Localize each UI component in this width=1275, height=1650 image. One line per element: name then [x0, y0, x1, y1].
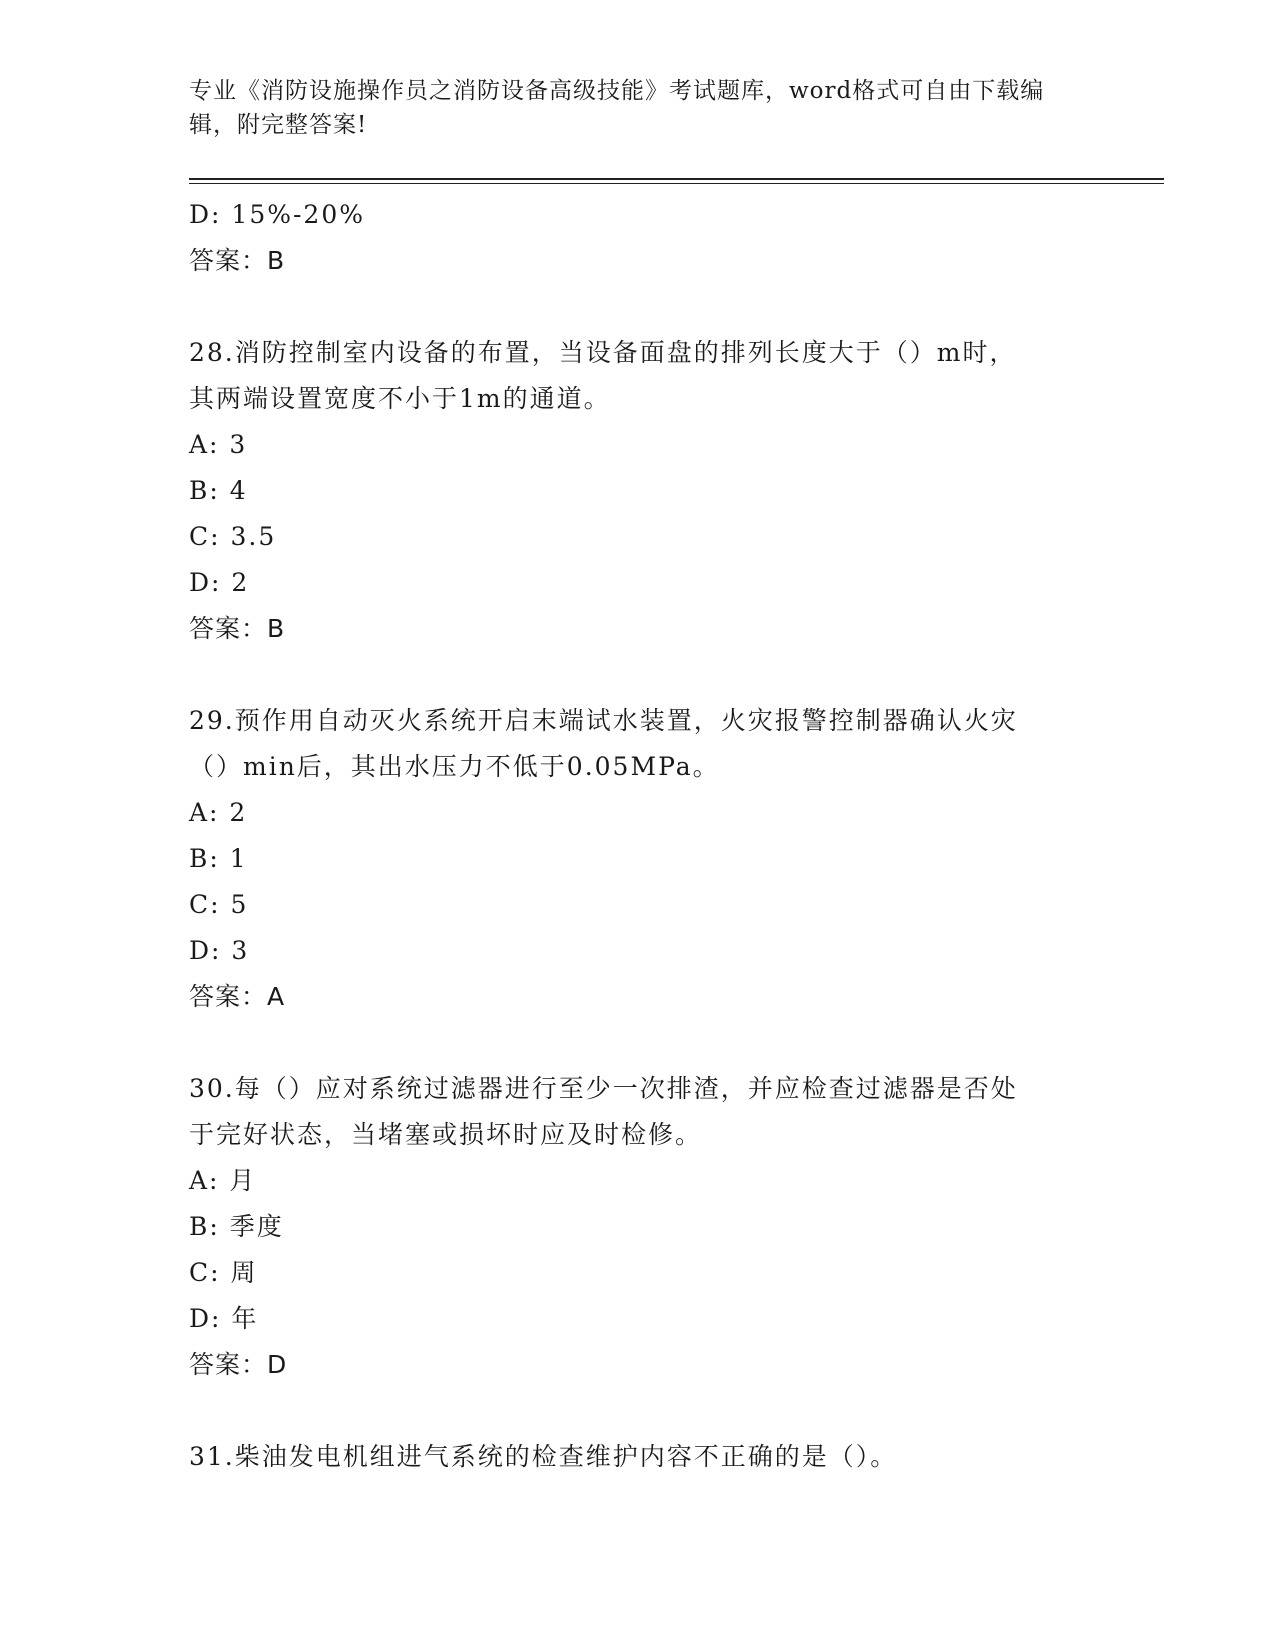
option-d: D: 2 — [189, 568, 250, 597]
answer-label: 答案： — [189, 614, 268, 643]
answer-label: 答案： — [189, 246, 268, 275]
option-b: B: 4 — [189, 476, 248, 505]
question-stem-line-1: 30.每（）应对系统过滤器进行至少一次排渣，并应检查过滤器是否处 — [189, 1074, 1018, 1103]
question-31 — [189, 1434, 1089, 1480]
question-28 — [189, 330, 1089, 652]
question-30 — [189, 1066, 1089, 1388]
option-a: A: 2 — [189, 798, 248, 827]
answer-line — [189, 238, 1089, 284]
option-a: A: 3 — [189, 430, 248, 459]
spacer — [189, 652, 1089, 698]
spacer — [189, 284, 1089, 330]
option-c: C: 5 — [189, 890, 249, 919]
answer-label: 答案： — [189, 982, 268, 1011]
answer-line — [189, 974, 1089, 1020]
spacer — [189, 1020, 1089, 1066]
header-line-2: 辑，附完整答案! — [189, 112, 368, 138]
option-d: D: 15%-20% — [189, 200, 365, 229]
answer-value: A — [267, 982, 286, 1011]
answer-line — [189, 606, 1089, 652]
question-stem-line-2: 于完好状态，当堵塞或损坏时应及时检修。 — [189, 1120, 703, 1149]
option-b: B: 1 — [189, 844, 248, 873]
header-divider-thin — [189, 183, 1164, 184]
question-stem-line-2: 其两端设置宽度不小于1m的通道。 — [189, 384, 611, 413]
answer-value: D — [267, 1350, 288, 1379]
spacer — [189, 1388, 1089, 1434]
header-divider-thick — [189, 178, 1164, 180]
document-header — [189, 74, 1089, 142]
answer-value: B — [267, 246, 286, 275]
option-a: A: 月 — [189, 1166, 257, 1195]
option-c: C: 3.5 — [189, 522, 277, 551]
option-d: D: 3 — [189, 936, 250, 965]
question-stem-line-1: 29.预作用自动灭火系统开启末端试水装置，火灾报警控制器确认火灾 — [189, 706, 1018, 735]
question-stem-line-1: 31.柴油发电机组进气系统的检查维护内容不正确的是（）。 — [189, 1442, 898, 1471]
option-b: B: 季度 — [189, 1212, 284, 1241]
option-d: D: 年 — [189, 1304, 259, 1333]
answer-value: B — [267, 614, 286, 643]
answer-label: 答案： — [189, 1350, 268, 1379]
answer-line — [189, 1342, 1089, 1388]
question-stem-line-1: 28.消防控制室内设备的布置，当设备面盘的排列长度大于（）m时， — [189, 338, 1017, 367]
question-list — [189, 192, 1089, 1480]
question-stem-line-2: （）min后，其出水压力不低于0.05MPa。 — [189, 752, 720, 781]
header-line-1: 专业《消防设施操作员之消防设备高级技能》考试题库，word格式可自由下载编 — [189, 78, 1045, 104]
question-29 — [189, 698, 1089, 1020]
option-c: C: 周 — [189, 1258, 258, 1287]
